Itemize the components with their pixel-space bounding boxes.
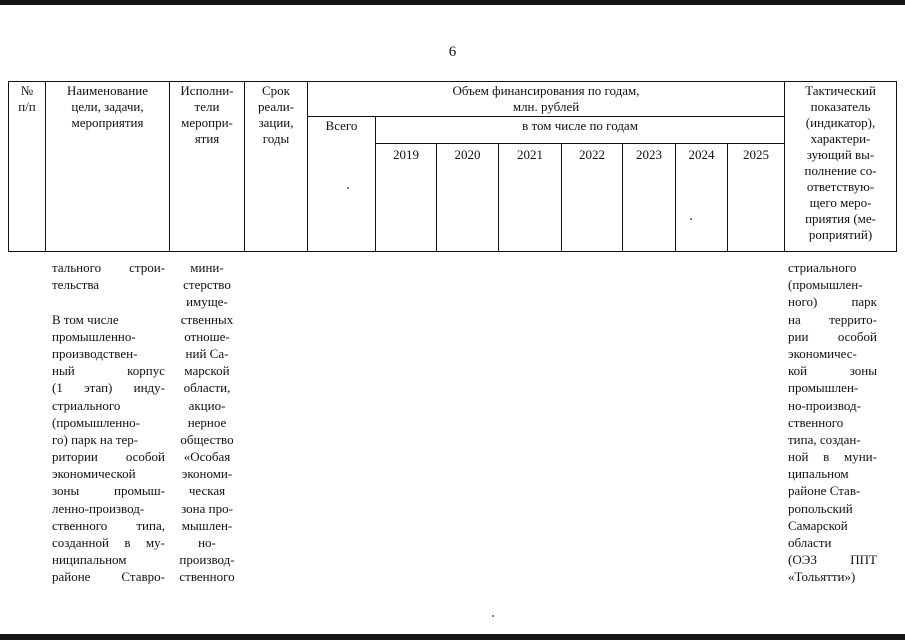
header-year: 2022 bbox=[562, 144, 623, 252]
body-word: муни- bbox=[844, 449, 877, 465]
body-exec-column bbox=[172, 259, 242, 586]
body-word: особой bbox=[125, 449, 165, 465]
body-line: ниципальном bbox=[52, 552, 127, 568]
body-line: производствен- bbox=[52, 345, 138, 361]
body-word: типа, bbox=[136, 517, 165, 533]
body-word: му- bbox=[145, 535, 165, 550]
header-line: полнение со- bbox=[804, 163, 877, 178]
header-line: млн. рублей bbox=[512, 99, 580, 114]
body-word: рии bbox=[788, 328, 809, 344]
body-line: типа, создан- bbox=[788, 431, 861, 447]
body-line: промышленно- bbox=[52, 328, 136, 344]
header-year: 2024 bbox=[676, 144, 728, 252]
body-line: но- bbox=[198, 535, 216, 550]
header-line: ответствую- bbox=[806, 179, 875, 194]
body-line: (промышленно- bbox=[52, 414, 141, 430]
body-line: ственного bbox=[179, 569, 235, 585]
scan-speck bbox=[690, 218, 692, 220]
body-line: экономичес- bbox=[788, 345, 857, 361]
body-line bbox=[52, 534, 165, 551]
body-line: зона про- bbox=[181, 500, 233, 516]
body-line: стриального bbox=[788, 260, 857, 275]
body-word: особой bbox=[837, 328, 877, 344]
body-line: нерное bbox=[187, 414, 227, 430]
scan-speck bbox=[347, 187, 349, 189]
body-line: «Тольятти») bbox=[788, 569, 856, 585]
body-word: кой bbox=[788, 363, 808, 379]
header-line: зации, bbox=[258, 115, 294, 130]
header-line: Тактический bbox=[805, 83, 876, 98]
header-year: 2019 bbox=[376, 144, 437, 252]
scan-speck bbox=[492, 615, 494, 617]
header-year: 2021 bbox=[499, 144, 562, 252]
header-line: приятия (ме- bbox=[805, 211, 876, 226]
body-line: области bbox=[788, 535, 832, 550]
header-line: Срок bbox=[262, 83, 290, 98]
scan-border-bottom bbox=[0, 634, 905, 640]
body-line bbox=[788, 448, 877, 465]
body-word: этап) bbox=[84, 380, 113, 396]
body-word: в bbox=[124, 535, 131, 550]
header-line: ятия bbox=[194, 131, 220, 146]
body-line: стриального bbox=[52, 397, 121, 413]
body-line: ропольский bbox=[788, 500, 853, 516]
body-line: «Особая bbox=[183, 449, 231, 465]
body-line bbox=[788, 362, 877, 379]
body-line bbox=[788, 328, 877, 345]
body-line: акцио- bbox=[188, 397, 226, 413]
header-line: № bbox=[20, 83, 34, 98]
body-word: ный bbox=[52, 363, 75, 379]
body-line: но-производ- bbox=[788, 397, 861, 413]
header-num bbox=[9, 82, 46, 252]
body-word: Ставро- bbox=[121, 569, 165, 585]
body-line: В том числе bbox=[52, 311, 119, 327]
header-line: Исполни- bbox=[180, 83, 234, 98]
page-number: 6 bbox=[448, 44, 457, 60]
body-line bbox=[52, 568, 165, 585]
body-word: созданной bbox=[52, 535, 109, 550]
header-total: Всего bbox=[308, 117, 376, 252]
body-line: ственных bbox=[180, 311, 234, 327]
header-year: 2020 bbox=[437, 144, 499, 252]
header-line: (индикатор), bbox=[805, 115, 876, 130]
body-word: (ОЭЗ bbox=[788, 552, 817, 568]
body-line: (промышлен- bbox=[788, 277, 863, 293]
body-line bbox=[788, 551, 877, 568]
header-line: зующий вы- bbox=[806, 147, 875, 162]
header-line: Объем финансирования по годам, bbox=[452, 83, 640, 98]
header-line: роприятий) bbox=[808, 227, 873, 242]
body-word: парк bbox=[851, 294, 877, 310]
body-line: промышлен- bbox=[788, 380, 859, 396]
body-word: зоны bbox=[52, 483, 80, 499]
body-line: ческая bbox=[188, 483, 226, 499]
header-line: характери- bbox=[810, 131, 871, 146]
body-line: экономической bbox=[52, 466, 136, 482]
body-word: зоны bbox=[849, 363, 877, 379]
body-word: инду- bbox=[133, 380, 165, 396]
body-word: ной bbox=[788, 449, 809, 465]
header-exec bbox=[170, 82, 245, 252]
header-line: мероприятия bbox=[71, 115, 144, 130]
header-by-years: в том числе по годам bbox=[376, 117, 785, 144]
body-line: общество bbox=[180, 431, 234, 447]
body-word: (1 bbox=[52, 380, 63, 396]
body-word: в bbox=[823, 449, 830, 465]
body-word: районе bbox=[52, 569, 91, 585]
body-indicator-column bbox=[788, 259, 877, 586]
body-line: имуще- bbox=[186, 294, 228, 310]
header-indicator bbox=[785, 82, 897, 252]
body-word: ного) bbox=[788, 294, 818, 310]
body-line: районе Став- bbox=[788, 483, 861, 499]
body-word: ППТ bbox=[850, 552, 877, 568]
body-line bbox=[52, 293, 165, 310]
body-word: террито- bbox=[829, 311, 877, 327]
body-line bbox=[788, 311, 877, 328]
body-line: ципальном bbox=[788, 466, 849, 482]
header-year: 2023 bbox=[623, 144, 676, 252]
header-line: годы bbox=[262, 131, 290, 146]
body-line: экономи- bbox=[181, 466, 233, 482]
body-line bbox=[788, 293, 877, 310]
body-line: ственного bbox=[788, 414, 844, 430]
body-word: корпус bbox=[127, 363, 165, 379]
body-line: области, bbox=[183, 380, 231, 396]
body-line: стерство bbox=[183, 277, 231, 293]
body-word: тального bbox=[52, 260, 102, 275]
body-line bbox=[52, 379, 165, 396]
scan-border-top bbox=[0, 0, 905, 5]
body-word: промыш- bbox=[113, 483, 165, 499]
body-word: на bbox=[788, 311, 801, 327]
header-name bbox=[46, 82, 170, 252]
body-line bbox=[52, 448, 165, 465]
header-line: цели, задачи, bbox=[71, 99, 144, 114]
body-line bbox=[52, 517, 165, 534]
header-line: тели bbox=[194, 99, 220, 114]
body-line: мышлен- bbox=[181, 517, 233, 533]
body-line: мини- bbox=[190, 260, 224, 275]
body-line: Самарской bbox=[788, 517, 848, 533]
body-line: производ- bbox=[179, 552, 235, 568]
body-name-column bbox=[52, 259, 165, 586]
body-line: ний Са- bbox=[185, 345, 229, 361]
header-table bbox=[8, 81, 897, 252]
body-line: отноше- bbox=[184, 328, 230, 344]
header-line: показатель bbox=[810, 99, 871, 114]
header-year: 2025 bbox=[728, 144, 785, 252]
header-line: Наименование bbox=[67, 83, 148, 98]
header-line: меропри- bbox=[181, 115, 233, 130]
header-financing bbox=[308, 82, 785, 117]
body-word: ственного bbox=[52, 517, 108, 533]
header-line: щего меро- bbox=[809, 195, 872, 210]
body-line bbox=[52, 482, 165, 499]
header-line: реали- bbox=[257, 99, 295, 114]
body-line: го) парк на тер- bbox=[52, 431, 139, 447]
header-term bbox=[245, 82, 308, 252]
body-line bbox=[52, 259, 165, 276]
body-line: ленно-производ- bbox=[52, 500, 145, 516]
body-word: строи- bbox=[129, 260, 165, 275]
header-line: п/п bbox=[18, 99, 36, 114]
body-word: ритории bbox=[52, 449, 98, 465]
body-line bbox=[52, 362, 165, 379]
body-line: тельства bbox=[52, 277, 100, 293]
body-line: марской bbox=[184, 363, 230, 379]
